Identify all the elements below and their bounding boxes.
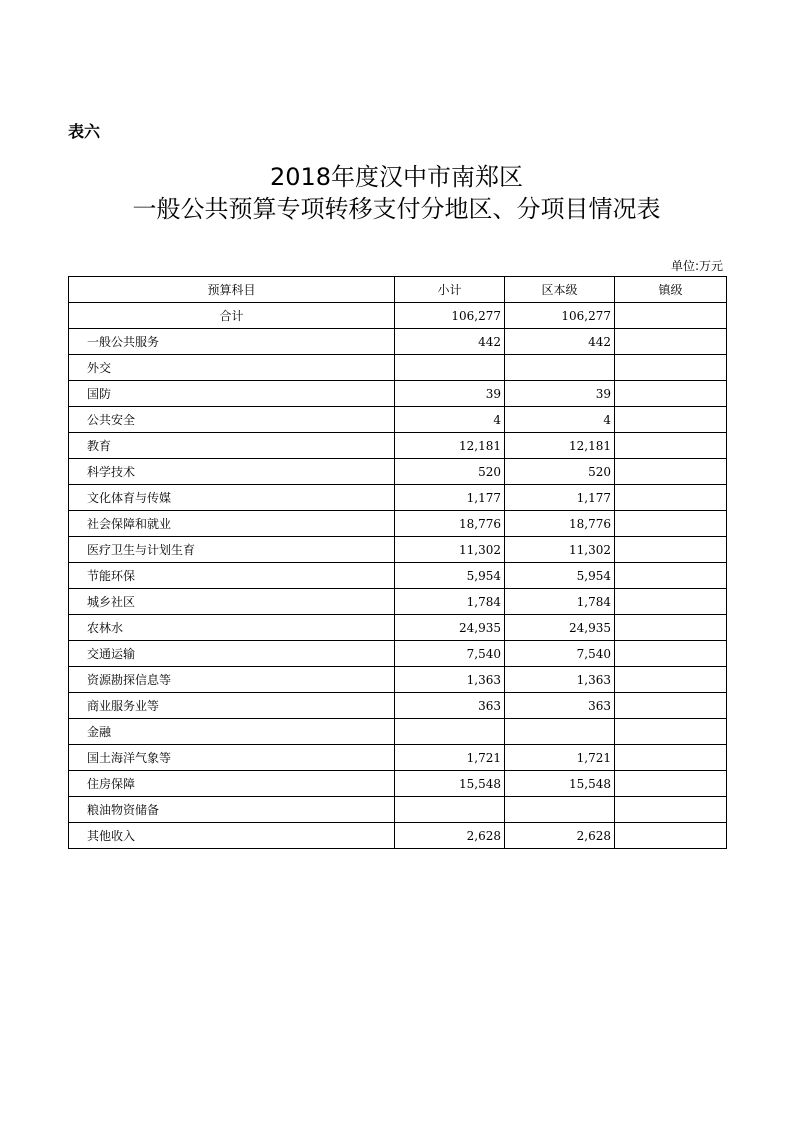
district-level-cell: 5,954 bbox=[505, 563, 615, 589]
town-level-cell bbox=[615, 303, 727, 329]
town-level-cell bbox=[615, 771, 727, 797]
district-level-cell bbox=[505, 719, 615, 745]
subtotal-cell: 12,181 bbox=[395, 433, 505, 459]
subtotal-cell: 2,628 bbox=[395, 823, 505, 849]
budget-subject-cell: 农林水 bbox=[69, 615, 395, 641]
table-row bbox=[69, 511, 727, 537]
table-row bbox=[69, 771, 727, 797]
subtotal-cell: 442 bbox=[395, 329, 505, 355]
table-row bbox=[69, 303, 727, 329]
page-title-line-2: 一般公共预算专项转移支付分地区、分项目情况表 bbox=[132, 195, 661, 223]
budget-subject-cell: 其他收入 bbox=[69, 823, 395, 849]
table-row bbox=[69, 329, 727, 355]
town-level-cell bbox=[615, 589, 727, 615]
table-number-label: 表六 bbox=[68, 122, 101, 141]
district-level-cell bbox=[505, 355, 615, 381]
subtotal-cell: 1,784 bbox=[395, 589, 505, 615]
table-row bbox=[69, 537, 727, 563]
subtotal-cell bbox=[395, 719, 505, 745]
subtotal-cell: 106,277 bbox=[395, 303, 505, 329]
table-row bbox=[69, 797, 727, 823]
table-row bbox=[69, 589, 727, 615]
town-level-cell bbox=[615, 433, 727, 459]
budget-subject-cell: 住房保障 bbox=[69, 771, 395, 797]
subtotal-cell: 1,177 bbox=[395, 485, 505, 511]
budget-subject-cell: 交通运输 bbox=[69, 641, 395, 667]
town-level-cell bbox=[615, 355, 727, 381]
subtotal-cell: 7,540 bbox=[395, 641, 505, 667]
district-level-cell: 12,181 bbox=[505, 433, 615, 459]
district-level-cell: 1,721 bbox=[505, 745, 615, 771]
budget-subject-cell: 粮油物资储备 bbox=[69, 797, 395, 823]
column-header-subtotal: 小计 bbox=[395, 277, 505, 303]
subtotal-cell: 11,302 bbox=[395, 537, 505, 563]
town-level-cell bbox=[615, 667, 727, 693]
table-row bbox=[69, 459, 727, 485]
table-row bbox=[69, 381, 727, 407]
budget-subject-cell: 教育 bbox=[69, 433, 395, 459]
table-row bbox=[69, 485, 727, 511]
subtotal-cell bbox=[395, 355, 505, 381]
table-row bbox=[69, 719, 727, 745]
subtotal-cell: 520 bbox=[395, 459, 505, 485]
district-level-cell: 520 bbox=[505, 459, 615, 485]
town-level-cell bbox=[615, 823, 727, 849]
town-level-cell bbox=[615, 563, 727, 589]
town-level-cell bbox=[615, 745, 727, 771]
district-level-cell: 24,935 bbox=[505, 615, 615, 641]
table-row bbox=[69, 745, 727, 771]
budget-subject-cell: 国土海洋气象等 bbox=[69, 745, 395, 771]
budget-subject-cell: 一般公共服务 bbox=[69, 329, 395, 355]
district-level-cell: 39 bbox=[505, 381, 615, 407]
town-level-cell bbox=[615, 615, 727, 641]
table-row bbox=[69, 693, 727, 719]
town-level-cell bbox=[615, 459, 727, 485]
district-level-cell: 15,548 bbox=[505, 771, 615, 797]
town-level-cell bbox=[615, 797, 727, 823]
subtotal-cell: 4 bbox=[395, 407, 505, 433]
subtotal-cell bbox=[395, 797, 505, 823]
district-level-cell: 1,784 bbox=[505, 589, 615, 615]
district-level-cell: 18,776 bbox=[505, 511, 615, 537]
subtotal-cell: 15,548 bbox=[395, 771, 505, 797]
table-row bbox=[69, 433, 727, 459]
subtotal-cell: 363 bbox=[395, 693, 505, 719]
table-row bbox=[69, 563, 727, 589]
subtotal-cell: 1,363 bbox=[395, 667, 505, 693]
town-level-cell bbox=[615, 381, 727, 407]
budget-subject-cell: 资源勘探信息等 bbox=[69, 667, 395, 693]
district-level-cell: 1,177 bbox=[505, 485, 615, 511]
table-body bbox=[69, 303, 727, 849]
district-level-cell: 4 bbox=[505, 407, 615, 433]
budget-subject-cell: 城乡社区 bbox=[69, 589, 395, 615]
subtotal-cell: 18,776 bbox=[395, 511, 505, 537]
subtotal-cell: 5,954 bbox=[395, 563, 505, 589]
town-level-cell bbox=[615, 485, 727, 511]
table-row bbox=[69, 615, 727, 641]
budget-subject-cell: 科学技术 bbox=[69, 459, 395, 485]
table-row bbox=[69, 641, 727, 667]
town-level-cell bbox=[615, 511, 727, 537]
budget-subject-cell: 公共安全 bbox=[69, 407, 395, 433]
district-level-cell: 442 bbox=[505, 329, 615, 355]
town-level-cell bbox=[615, 329, 727, 355]
town-level-cell bbox=[615, 641, 727, 667]
budget-subject-cell: 医疗卫生与计划生育 bbox=[69, 537, 395, 563]
town-level-cell bbox=[615, 719, 727, 745]
subtotal-cell: 24,935 bbox=[395, 615, 505, 641]
district-level-cell: 2,628 bbox=[505, 823, 615, 849]
town-level-cell bbox=[615, 407, 727, 433]
budget-subject-cell: 金融 bbox=[69, 719, 395, 745]
subtotal-cell: 1,721 bbox=[395, 745, 505, 771]
budget-subject-cell: 社会保障和就业 bbox=[69, 511, 395, 537]
unit-label: 单位:万元 bbox=[670, 259, 723, 273]
budget-subject-cell: 合计 bbox=[69, 303, 395, 329]
budget-table bbox=[68, 276, 727, 849]
budget-subject-cell: 文化体育与传媒 bbox=[69, 485, 395, 511]
column-header-town-level: 镇级 bbox=[615, 277, 727, 303]
budget-subject-cell: 国防 bbox=[69, 381, 395, 407]
district-level-cell: 11,302 bbox=[505, 537, 615, 563]
table-row bbox=[69, 407, 727, 433]
budget-subject-cell: 节能环保 bbox=[69, 563, 395, 589]
table-header-row bbox=[69, 277, 727, 303]
district-level-cell bbox=[505, 797, 615, 823]
subtotal-cell: 39 bbox=[395, 381, 505, 407]
district-level-cell: 1,363 bbox=[505, 667, 615, 693]
district-level-cell: 7,540 bbox=[505, 641, 615, 667]
district-level-cell: 106,277 bbox=[505, 303, 615, 329]
column-header-district-level: 区本级 bbox=[505, 277, 615, 303]
town-level-cell bbox=[615, 693, 727, 719]
page-title-line-1: 2018年度汉中市南郑区 bbox=[269, 163, 524, 191]
column-header-budget-subject: 预算科目 bbox=[69, 277, 395, 303]
table-row bbox=[69, 667, 727, 693]
budget-subject-cell: 商业服务业等 bbox=[69, 693, 395, 719]
budget-subject-cell: 外交 bbox=[69, 355, 395, 381]
district-level-cell: 363 bbox=[505, 693, 615, 719]
table-row bbox=[69, 823, 727, 849]
table-row bbox=[69, 355, 727, 381]
town-level-cell bbox=[615, 537, 727, 563]
